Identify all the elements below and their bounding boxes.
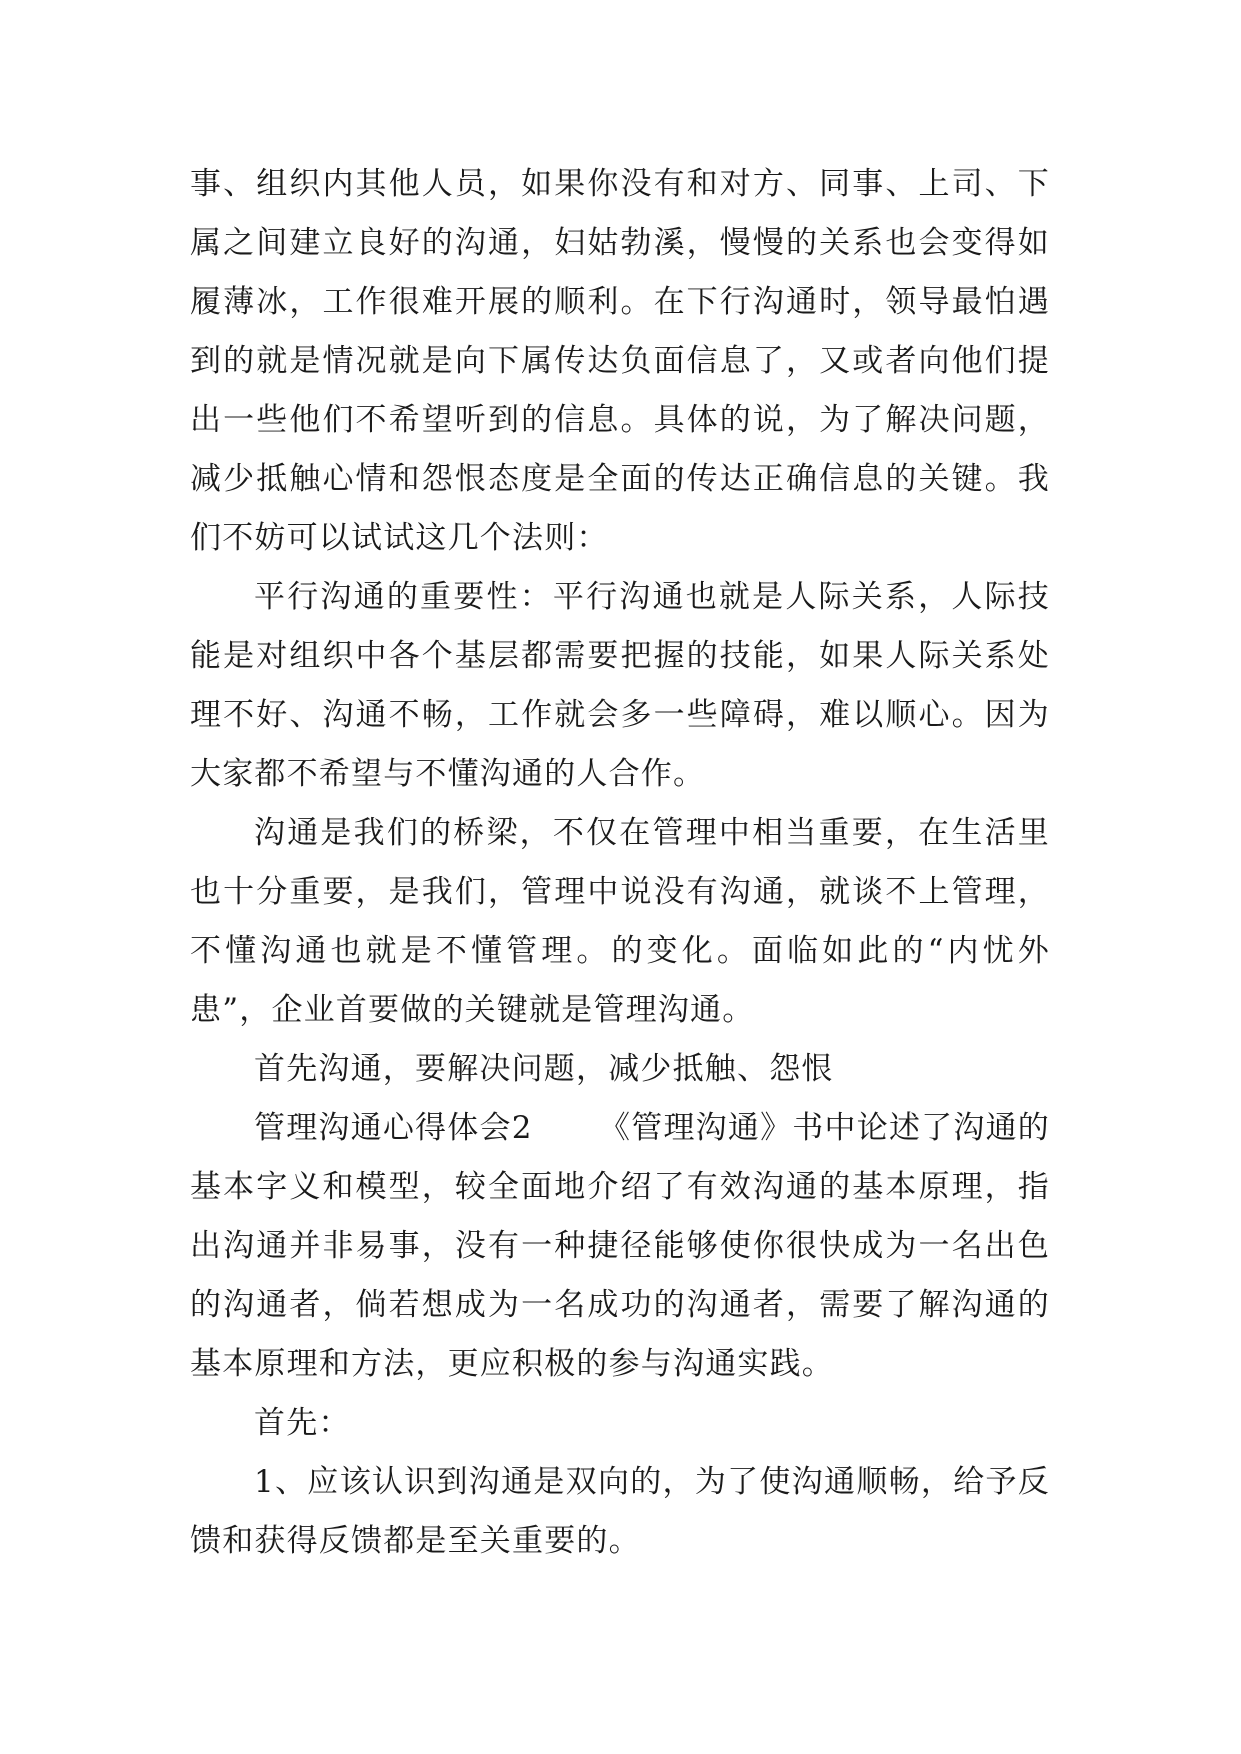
paragraph-1: 事、组织内其他人员，如果你没有和对方、同事、上司、下属之间建立良好的沟通，妇姑勃溪，慢慢的关系也会变得如履薄冰，工作很难开展的顺利。在下行沟通时，领导最怕遇到的就是情况就是向下属传达负面信息了，又或者向他们提出一些他们不希望听到的信息。具体的说，为了解决问题，减少抵触心情和怨恨态度是全面的传达正确信息的关键。我们不妨可以试试这几个法则：: [190, 166, 1050, 556]
inline-gap: [533, 1110, 599, 1146]
paragraph-2: 平行沟通的重要性：平行沟通也就是人际关系，人际技能是对组织中各个基层都需要把握的技能，如果人际关系处理不好、沟通不畅，工作就会多一些障碍，难以顺心。因为大家都不希望与不懂沟通的人合作。: [190, 579, 1050, 792]
paragraph-3: 沟通是我们的桥梁，不仅在管理中相当重要，在生活里也十分重要，是我们，管理中说没有沟通，就谈不上管理，不懂沟通也就是不懂管理。的变化。面临如此的“内忧外患”，企业首要做的关键就是管理沟通。: [190, 815, 1050, 1028]
document-body: [190, 155, 1050, 1571]
section-heading-inline: 管理沟通心得体会2: [254, 1110, 533, 1146]
paragraph-4: 首先沟通，要解决问题，减少抵触、怨恨: [254, 1051, 834, 1087]
paragraph-7: 1、应该认识到沟通是双向的，为了使沟通顺畅，给予反馈和获得反馈都是至关重要的。: [190, 1464, 1050, 1559]
paragraph-6: 首先：: [254, 1405, 351, 1441]
paragraph-5: [190, 1099, 1050, 1394]
paragraph-5-body: 《管理沟通》书中论述了沟通的基本字义和模型，较全面地介绍了有效沟通的基本原理，指出沟通并非易事，没有一种捷径能够使你很快成为一名出色的沟通者，倘若想成为一名成功的沟通者，需要了解沟通的基本原理和方法，更应积极的参与沟通实践。: [190, 1110, 1050, 1382]
